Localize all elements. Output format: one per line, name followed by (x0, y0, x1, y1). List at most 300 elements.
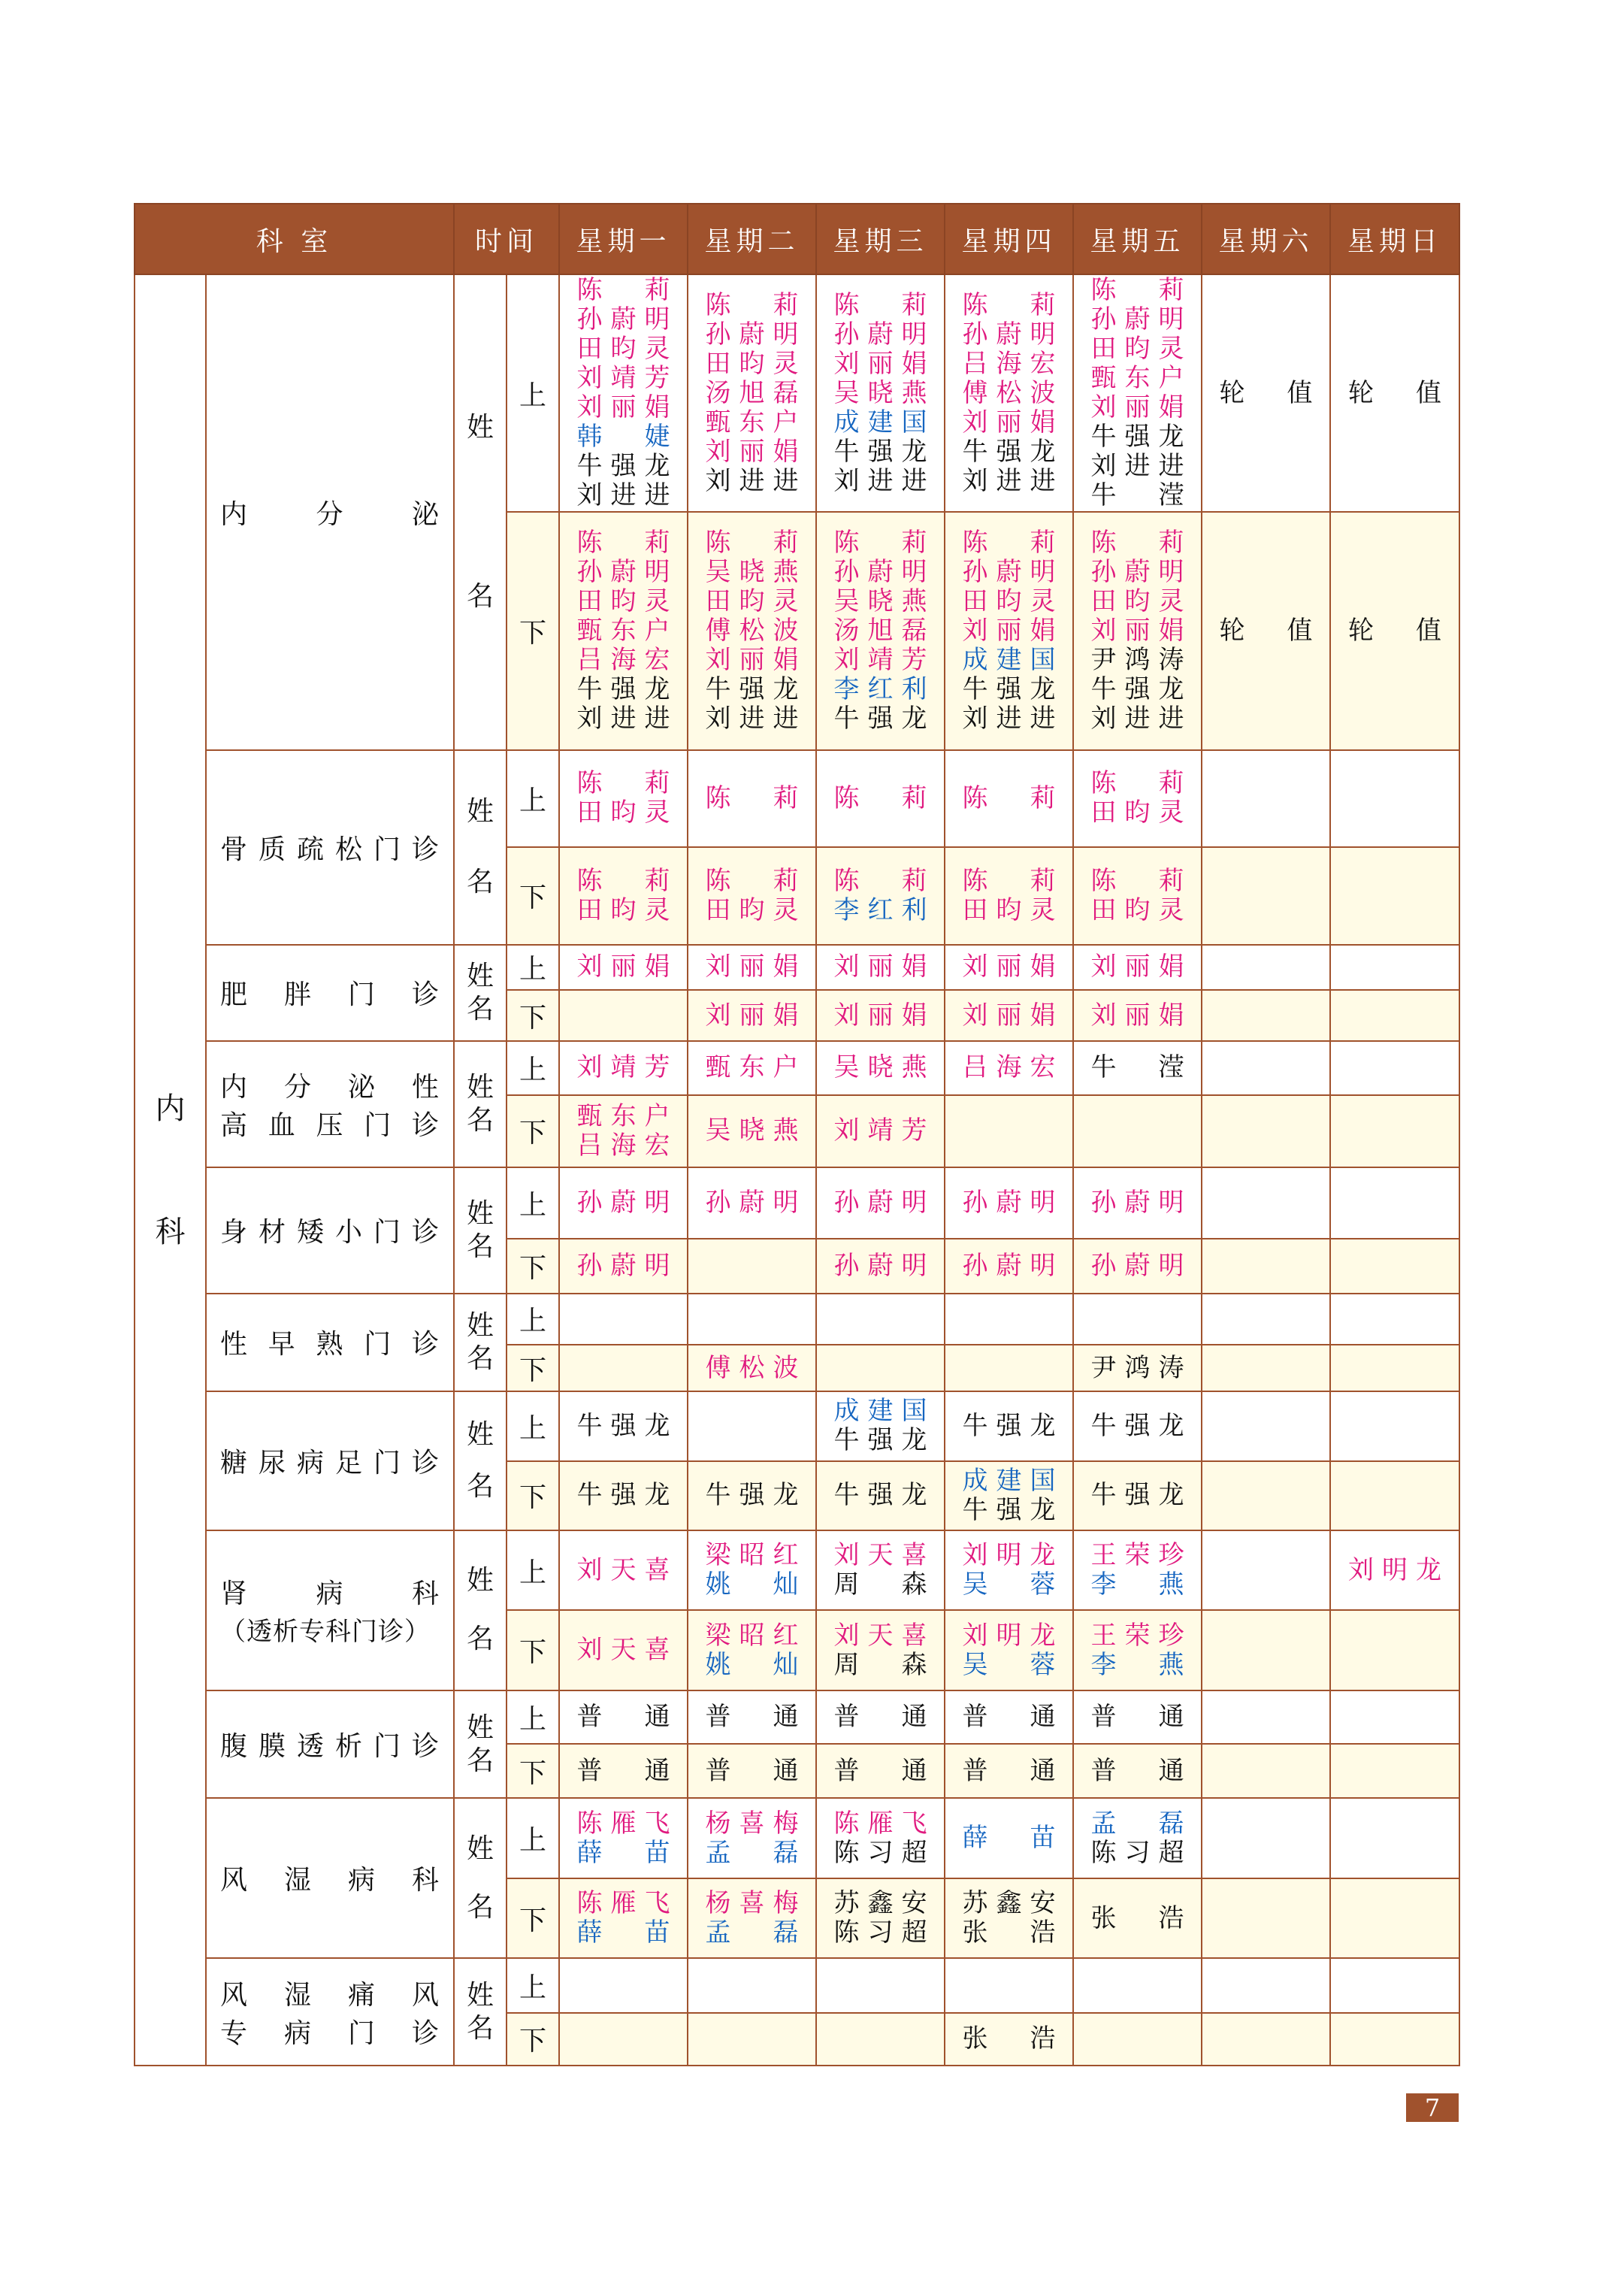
doctor-name: 周 森 (833, 1649, 927, 1680)
doctor-name: 田 昀 灵 (705, 348, 799, 379)
schedule-cell (1202, 1345, 1330, 1391)
doctor-name: 普 通 (833, 1701, 927, 1732)
am-label: 上 (507, 1530, 559, 1610)
doctor-name: 牛 强 龙 (833, 1425, 927, 1456)
doctor-name: 杨 喜 梅 (705, 1888, 799, 1918)
schedule-row (135, 1294, 1459, 1345)
doctor-name: 孙 蔚 明 (1090, 1188, 1184, 1218)
doctor-name: 孙 蔚 明 (576, 556, 670, 587)
doctor-name: 刘 进 进 (833, 465, 927, 496)
header-day: 星期四 (945, 204, 1073, 274)
doctor-name: 牛 强 龙 (705, 673, 799, 704)
schedule-cell (1073, 1878, 1202, 1958)
schedule-cell (945, 512, 1073, 749)
department-name: 身 材 矮 小 门 诊 (206, 1167, 454, 1294)
schedule-cell (1202, 750, 1330, 848)
xingming-label: 姓 名 (454, 1690, 507, 1799)
schedule-row (135, 945, 1459, 990)
schedule-cell (1202, 512, 1330, 749)
schedule-cell (816, 1345, 945, 1391)
header-day: 星期六 (1202, 204, 1330, 274)
doctor-name: 陈 莉 (833, 782, 927, 813)
doctor-name: 田 昀 灵 (705, 586, 799, 616)
schedule-cell (1330, 1391, 1459, 1460)
schedule-cell (688, 2013, 816, 2066)
schedule-cell (688, 1461, 816, 1530)
schedule-cell (945, 1610, 1073, 1690)
schedule-cell (945, 847, 1073, 945)
schedule-cell (945, 274, 1073, 512)
doctor-name: 陈 莉 (705, 782, 799, 813)
header-day: 星期五 (1073, 204, 1202, 274)
schedule-cell (945, 990, 1073, 1041)
schedule-cell (945, 1041, 1073, 1094)
schedule-cell (1202, 1690, 1330, 1744)
xingming-label: 姓 名 (454, 274, 507, 750)
pm-label: 下 (507, 990, 559, 1041)
schedule-cell (1073, 1239, 1202, 1293)
schedule-cell (1073, 1610, 1202, 1690)
department-name: 骨 质 疏 松 门 诊 (206, 750, 454, 945)
doctor-name: 吕 海 宏 (576, 1130, 670, 1161)
schedule-cell (816, 750, 945, 848)
schedule-cell (559, 1345, 688, 1391)
schedule-cell (559, 990, 688, 1041)
doctor-name: 刘 丽 娟 (705, 644, 799, 675)
doctor-name: 孟 磊 (705, 1917, 799, 1948)
department-name: 糖 尿 病 足 门 诊 (206, 1391, 454, 1530)
schedule-cell (1073, 750, 1202, 848)
schedule-cell (816, 1294, 945, 1345)
schedule-cell (559, 945, 688, 990)
doctor-name: 孙 蔚 明 (705, 1188, 799, 1218)
doctor-name: 刘 丽 娟 (962, 1000, 1056, 1031)
am-label: 上 (507, 1391, 559, 1460)
doctor-name: 刘 丽 娟 (962, 407, 1056, 437)
doctor-name: 牛 强 龙 (576, 451, 670, 482)
doctor-name: 牛 强 龙 (833, 1480, 927, 1511)
schedule-cell (559, 1958, 688, 2012)
doctor-name: 刘 明 龙 (1348, 1554, 1442, 1585)
doctor-name: 刘 天 喜 (576, 1635, 670, 1666)
doctor-name: 汤 旭 磊 (833, 615, 927, 646)
schedule-cell (559, 512, 688, 749)
schedule-cell (945, 1878, 1073, 1958)
doctor-name: 陈 莉 (962, 289, 1056, 320)
doctor-name: 普 通 (1090, 1755, 1184, 1786)
schedule-cell (1330, 1167, 1459, 1239)
doctor-name: 刘 丽 娟 (705, 952, 799, 982)
header-dept: 科 室 (135, 204, 454, 274)
schedule-cell (1202, 1239, 1330, 1293)
am-label: 上 (507, 274, 559, 512)
doctor-name: 刘 明 龙 (962, 1540, 1056, 1571)
schedule-cell (1202, 945, 1330, 990)
schedule-cell (559, 274, 688, 512)
schedule-cell (1202, 1878, 1330, 1958)
schedule-cell (688, 945, 816, 990)
doctor-name: 刘 丽 娟 (833, 952, 927, 982)
pm-label: 下 (507, 1095, 559, 1167)
schedule-cell (945, 1391, 1073, 1460)
doctor-name: 田 昀 灵 (576, 798, 670, 828)
schedule-cell (559, 1610, 688, 1690)
doctor-name: 汤 旭 磊 (705, 377, 799, 408)
doctor-name: 牛 强 龙 (833, 703, 927, 734)
schedule-cell (559, 1690, 688, 1744)
schedule-cell (559, 1294, 688, 1345)
department-name: 内 分 泌 性 高 血 压 门 诊 (206, 1041, 454, 1167)
doctor-name: 刘 进 进 (576, 480, 670, 511)
department-name: 肾 病 科 （透析专科门诊） (206, 1530, 454, 1690)
am-label: 上 (507, 1294, 559, 1345)
schedule-cell (1202, 1744, 1330, 1798)
doctor-name: 甄 东 户 (705, 407, 799, 437)
schedule-cell (816, 1610, 945, 1690)
schedule-cell (945, 1167, 1073, 1239)
doctor-name: 普 通 (705, 1755, 799, 1786)
xingming-label: 姓 名 (454, 750, 507, 945)
doctor-name: 刘 丽 娟 (576, 952, 670, 982)
doctor-name: 牛 强 龙 (962, 436, 1056, 467)
doctor-name: 普 通 (962, 1701, 1056, 1732)
doctor-name: 吴 蓉 (962, 1569, 1056, 1600)
doctor-name: 陈 莉 (1090, 768, 1184, 799)
doctor-name: 普 通 (962, 1755, 1056, 1786)
schedule-cell (1073, 990, 1202, 1041)
schedule-cell (1330, 750, 1459, 848)
doctor-name: 陈 雁 飞 (833, 1808, 927, 1839)
schedule-cell (1073, 1095, 1202, 1167)
schedule-cell (1330, 1345, 1459, 1391)
schedule-cell (1073, 274, 1202, 512)
schedule-cell (688, 512, 816, 749)
doctor-name: 陈 莉 (962, 527, 1056, 558)
doctor-name: 陈 莉 (705, 289, 799, 320)
schedule-cell (816, 1958, 945, 2012)
schedule-cell (688, 274, 816, 512)
schedule-cell (688, 1345, 816, 1391)
schedule-cell (945, 1798, 1073, 1878)
schedule-cell (559, 847, 688, 945)
doctor-name: 牛 强 龙 (1090, 673, 1184, 704)
doctor-name: 吕 海 宏 (576, 644, 670, 675)
schedule-cell (816, 512, 945, 749)
doctor-name: 苏 鑫 安 (833, 1888, 927, 1918)
doctor-name: 傅 松 波 (705, 615, 799, 646)
schedule-cell (1330, 945, 1459, 990)
doctor-name: 田 昀 灵 (1090, 586, 1184, 616)
doctor-name: 成 建 国 (962, 644, 1056, 675)
doctor-name: 田 昀 灵 (705, 894, 799, 925)
schedule-cell (1330, 2013, 1459, 2066)
schedule-cell (816, 1530, 945, 1610)
doctor-name: 刘 丽 娟 (705, 436, 799, 467)
doctor-name: 陈 莉 (705, 527, 799, 558)
doctor-name: 吴 晓 燕 (833, 1052, 927, 1083)
doctor-name: 孙 蔚 明 (962, 319, 1056, 350)
schedule-cell (559, 1239, 688, 1293)
am-label: 上 (507, 1041, 559, 1094)
doctor-name: 陈 莉 (576, 275, 670, 306)
doctor-name: 刘 天 喜 (576, 1554, 670, 1585)
schedule-cell (1330, 1239, 1459, 1293)
schedule-cell (1330, 847, 1459, 945)
doctor-name: 薛 苗 (576, 1917, 670, 1948)
doctor-name: 田 昀 灵 (576, 334, 670, 365)
doctor-name: 牛 强 龙 (833, 436, 927, 467)
doctor-name: 王 荣 珍 (1090, 1540, 1184, 1571)
schedule-cell (688, 1798, 816, 1878)
schedule-cell (1202, 1958, 1330, 2012)
doctor-name: 牛 强 龙 (962, 1410, 1056, 1441)
schedule-cell (1330, 1095, 1459, 1167)
pm-label: 下 (507, 1744, 559, 1798)
doctor-name: 陈 莉 (576, 768, 670, 799)
schedule-cell (1073, 1294, 1202, 1345)
schedule-cell (816, 1095, 945, 1167)
doctor-name: 刘 丽 娟 (1090, 615, 1184, 646)
doctor-name: 孙 蔚 明 (962, 556, 1056, 587)
schedule-cell (1073, 1391, 1202, 1460)
pm-label: 下 (507, 847, 559, 945)
am-label: 上 (507, 1958, 559, 2012)
doctor-name: 姚 灿 (705, 1649, 799, 1680)
department-name: 性 早 熟 门 诊 (206, 1294, 454, 1392)
doctor-name: 陈 莉 (833, 527, 927, 558)
doctor-name: 田 昀 灵 (1090, 798, 1184, 828)
xingming-label: 姓 名 (454, 1167, 507, 1294)
doctor-name: 牛 强 龙 (576, 1480, 670, 1511)
doctor-name: 张 浩 (962, 2023, 1056, 2054)
pm-label: 下 (507, 1239, 559, 1293)
doctor-name: 田 昀 灵 (576, 586, 670, 616)
doctor-name: 甄 东 户 (705, 1052, 799, 1083)
doctor-name: 刘 进 进 (1090, 451, 1184, 482)
schedule-row (135, 1391, 1459, 1460)
schedule-cell (1330, 1958, 1459, 2012)
schedule-cell (816, 2013, 945, 2066)
schedule-row (135, 1530, 1459, 1610)
doctor-name: 刘 靖 芳 (833, 644, 927, 675)
schedule-cell (1073, 1041, 1202, 1094)
schedule-cell (945, 1530, 1073, 1610)
schedule-cell (816, 1391, 945, 1460)
schedule-cell (1330, 1294, 1459, 1345)
schedule-cell (1073, 1958, 1202, 2012)
schedule-cell (688, 1958, 816, 2012)
schedule-cell (816, 1167, 945, 1239)
doctor-name: 牛 强 龙 (705, 1480, 799, 1511)
doctor-name: 牛 强 龙 (576, 673, 670, 704)
pm-label: 下 (507, 1610, 559, 1690)
schedule-cell (1202, 1167, 1330, 1239)
doctor-name: 刘 丽 娟 (833, 1000, 927, 1031)
doctor-name: 刘 靖 芳 (576, 363, 670, 394)
schedule-cell (559, 1167, 688, 1239)
pm-label: 下 (507, 1878, 559, 1958)
schedule-cell (1330, 1610, 1459, 1690)
doctor-name: 牛 强 龙 (1090, 1480, 1184, 1511)
schedule-cell (1202, 990, 1330, 1041)
schedule-cell (945, 1461, 1073, 1530)
schedule-cell (816, 1461, 945, 1530)
doctor-name: 苏 鑫 安 (962, 1888, 1056, 1918)
schedule-cell (1073, 1798, 1202, 1878)
doctor-name: 尹 鸿 涛 (1090, 1352, 1184, 1383)
doctor-name: 傅 松 波 (962, 377, 1056, 408)
schedule-cell (1202, 274, 1330, 512)
doctor-name: 陈 莉 (1090, 527, 1184, 558)
schedule-cell (1202, 1610, 1330, 1690)
am-label: 上 (507, 1167, 559, 1239)
schedule-cell (688, 1391, 816, 1460)
schedule-row (135, 1690, 1459, 1744)
pm-label: 下 (507, 1345, 559, 1391)
doctor-name: 陈 莉 (1090, 275, 1184, 306)
xingming-label: 姓 名 (454, 1798, 507, 1958)
doctor-name: 田 昀 灵 (962, 586, 1056, 616)
doctor-name: 孙 蔚 明 (833, 556, 927, 587)
schedule-cell (1202, 1095, 1330, 1167)
doctor-name: 牛 强 龙 (962, 673, 1056, 704)
schedule-cell (688, 1239, 816, 1293)
schedule-cell (816, 1239, 945, 1293)
doctor-name: 刘 进 进 (705, 703, 799, 734)
doctor-name: 刘 进 进 (962, 703, 1056, 734)
doctor-name: 孙 蔚 明 (705, 319, 799, 350)
schedule-cell (1202, 847, 1330, 945)
doctor-name: 梁 昭 红 (705, 1620, 799, 1651)
schedule-cell (1330, 1744, 1459, 1798)
schedule-cell (1330, 512, 1459, 749)
doctor-name: 刘 进 进 (705, 465, 799, 496)
doctor-name: 刘 进 进 (576, 703, 670, 734)
schedule-cell (1330, 990, 1459, 1041)
doctor-name: 吕 海 宏 (962, 1052, 1056, 1083)
schedule-cell (559, 1461, 688, 1530)
header-day: 星期二 (688, 204, 816, 274)
schedule-cell (945, 1345, 1073, 1391)
schedule-cell (1330, 1798, 1459, 1878)
doctor-name: 尹 鸿 涛 (1090, 644, 1184, 675)
xingming-label: 姓 名 (454, 1041, 507, 1167)
doctor-name: 陈 雁 飞 (576, 1808, 670, 1839)
doctor-name: 孙 蔚 明 (962, 1250, 1056, 1281)
schedule-cell (1073, 847, 1202, 945)
schedule-cell (816, 847, 945, 945)
doctor-name: 张 浩 (962, 1917, 1056, 1948)
doctor-name: 轮 值 (1348, 377, 1442, 408)
schedule-cell (1202, 1041, 1330, 1094)
doctor-name: 刘 天 喜 (833, 1620, 927, 1651)
schedule-cell (688, 1167, 816, 1239)
doctor-name: 李 红 利 (833, 894, 927, 925)
doctor-name: 杨 喜 梅 (705, 1808, 799, 1839)
schedule-cell (1330, 1041, 1459, 1094)
schedule-row (135, 1041, 1459, 1094)
doctor-name: 成 建 国 (833, 1396, 927, 1427)
doctor-name: 韩 婕 (576, 422, 670, 452)
pm-label: 下 (507, 512, 559, 749)
doctor-name: 孙 蔚 明 (833, 1250, 927, 1281)
schedule-cell (1330, 1530, 1459, 1610)
schedule-cell (816, 274, 945, 512)
schedule-cell (816, 1798, 945, 1878)
doctor-name: 刘 丽 娟 (1090, 392, 1184, 423)
doctor-name: 李 燕 (1090, 1649, 1184, 1680)
header-row (135, 204, 1459, 274)
schedule-cell (816, 1041, 945, 1094)
schedule-cell (1202, 2013, 1330, 2066)
schedule-cell (688, 750, 816, 848)
schedule-cell (559, 1041, 688, 1094)
schedule-cell (945, 945, 1073, 990)
schedule-row (135, 1167, 1459, 1239)
doctor-name: 薛 苗 (576, 1837, 670, 1868)
schedule-cell (945, 1690, 1073, 1744)
doctor-name: 李 燕 (1090, 1569, 1184, 1600)
doctor-name: 孙 蔚 明 (1090, 304, 1184, 335)
doctor-name: 田 昀 灵 (1090, 894, 1184, 925)
schedule-cell (1073, 1744, 1202, 1798)
doctor-name: 吴 蓉 (962, 1649, 1056, 1680)
schedule-cell (1330, 1461, 1459, 1530)
schedule-cell (559, 1095, 688, 1167)
doctor-name: 普 通 (1090, 1701, 1184, 1732)
doctor-name: 孙 蔚 明 (833, 319, 927, 350)
schedule-cell (1330, 1878, 1459, 1958)
pm-label: 下 (507, 2013, 559, 2066)
doctor-name: 陈 莉 (705, 865, 799, 896)
schedule-cell (945, 1958, 1073, 2012)
schedule-cell (816, 990, 945, 1041)
schedule-cell (688, 1878, 816, 1958)
department-name: 风 湿 病 科 (206, 1798, 454, 1958)
doctor-name: 成 建 国 (833, 407, 927, 437)
schedule-cell (1073, 512, 1202, 749)
doctor-name: 刘 进 进 (962, 465, 1056, 496)
doctor-name: 田 昀 灵 (1090, 334, 1184, 365)
schedule-cell (1073, 1345, 1202, 1391)
doctor-name: 孟 磊 (1090, 1808, 1184, 1839)
doctor-name: 刘 丽 娟 (962, 615, 1056, 646)
department-name: 内 分 泌 (206, 274, 454, 750)
doctor-name: 孙 蔚 明 (1090, 556, 1184, 587)
schedule-cell (1073, 1690, 1202, 1744)
schedule-cell (1073, 1461, 1202, 1530)
schedule-cell (1073, 2013, 1202, 2066)
doctor-name: 孙 蔚 明 (833, 1188, 927, 1218)
schedule-cell (1202, 1530, 1330, 1610)
doctor-name: 姚 灿 (705, 1569, 799, 1600)
schedule-cell (945, 750, 1073, 848)
group-label: 内 科 (135, 274, 206, 2066)
doctor-name: 田 昀 灵 (962, 894, 1056, 925)
schedule-cell (1073, 1530, 1202, 1610)
schedule-cell (1202, 1461, 1330, 1530)
schedule-row (135, 274, 1459, 512)
doctor-name: 普 通 (705, 1701, 799, 1732)
doctor-name: 甄 东 户 (1090, 363, 1184, 394)
header-day: 星期一 (559, 204, 688, 274)
doctor-name: 张 浩 (1090, 1902, 1184, 1933)
schedule-cell (945, 1095, 1073, 1167)
schedule-row (135, 750, 1459, 848)
pm-label: 下 (507, 1461, 559, 1530)
doctor-name: 牛 强 龙 (1090, 422, 1184, 452)
am-label: 上 (507, 945, 559, 990)
